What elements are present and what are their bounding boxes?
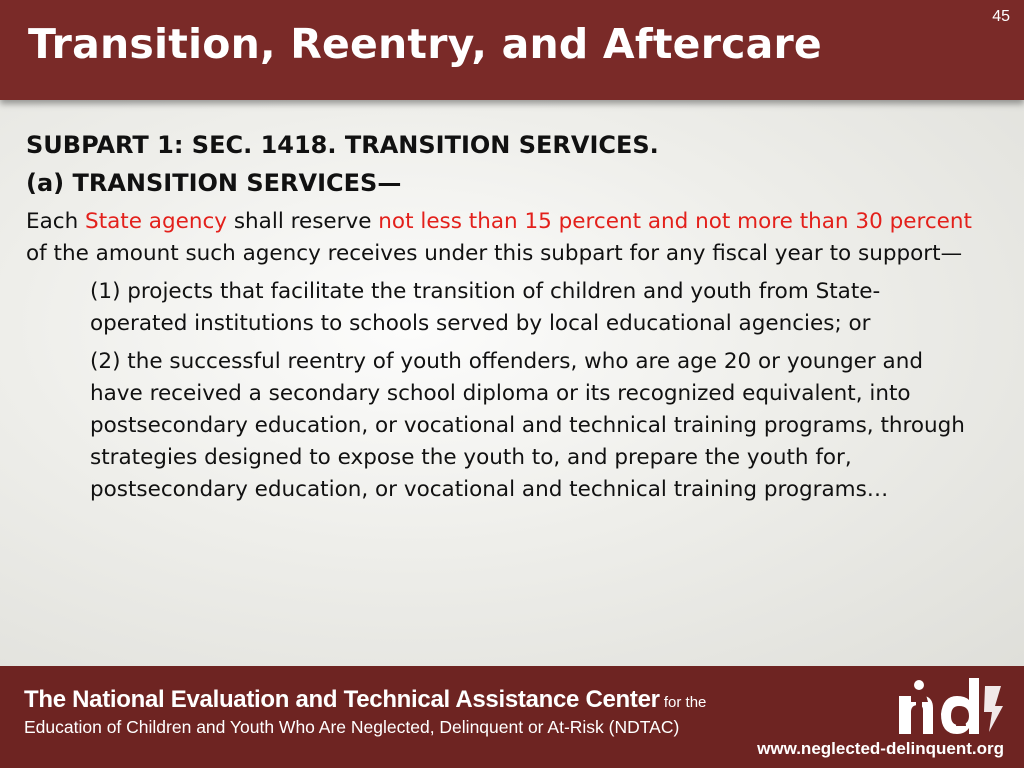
intro-text-1: Each xyxy=(26,209,86,234)
section-heading: SUBPART 1: SEC. 1418. TRANSITION SERVICES. xyxy=(26,131,659,159)
footer-subtitle: Education of Children and Youth Who Are Neglected, Delinquent or At-Risk (NDTAC) xyxy=(24,717,680,737)
subsection-heading: (a) TRANSITION SERVICES— xyxy=(26,169,402,197)
intro-text-2: shall reserve xyxy=(227,209,379,234)
intro-text-3: of the amount such agency receives under this subpart for any fiscal year to support— xyxy=(26,241,963,266)
slide-body xyxy=(26,128,976,506)
org-suffix: for the xyxy=(659,694,707,711)
slide-number: 45 xyxy=(992,8,1010,25)
org-name: The National Evaluation and Technical Assistance Center xyxy=(24,686,660,713)
highlight-percent-range: not less than 15 percent and not more than 30 percent xyxy=(378,209,972,234)
intro-paragraph xyxy=(26,206,976,270)
footer-url: www.neglected-delinquent.org xyxy=(757,739,1004,758)
title-bar xyxy=(0,0,1024,100)
footer-bar xyxy=(0,666,1024,768)
footer-org-name xyxy=(24,686,706,714)
ndtac-logo-icon xyxy=(895,676,1007,738)
list-item: (2) the successful reentry of youth offenders, who are age 20 or younger and have received a secondary school diploma or its recognized equivalent, into postsecondary education, or vocational and technical training programs, through strategies designed to expose the youth to, and prepare the youth for, postsecondary education, or vocational and technical training programs… xyxy=(90,349,965,502)
list-item: (1) projects that facilitate the transition of children and youth from State-operated institutions to schools served by local educational agencies; or xyxy=(90,279,881,336)
slide-title: Transition, Reentry, and Aftercare xyxy=(28,20,822,68)
highlight-state-agency: State agency xyxy=(85,209,228,234)
